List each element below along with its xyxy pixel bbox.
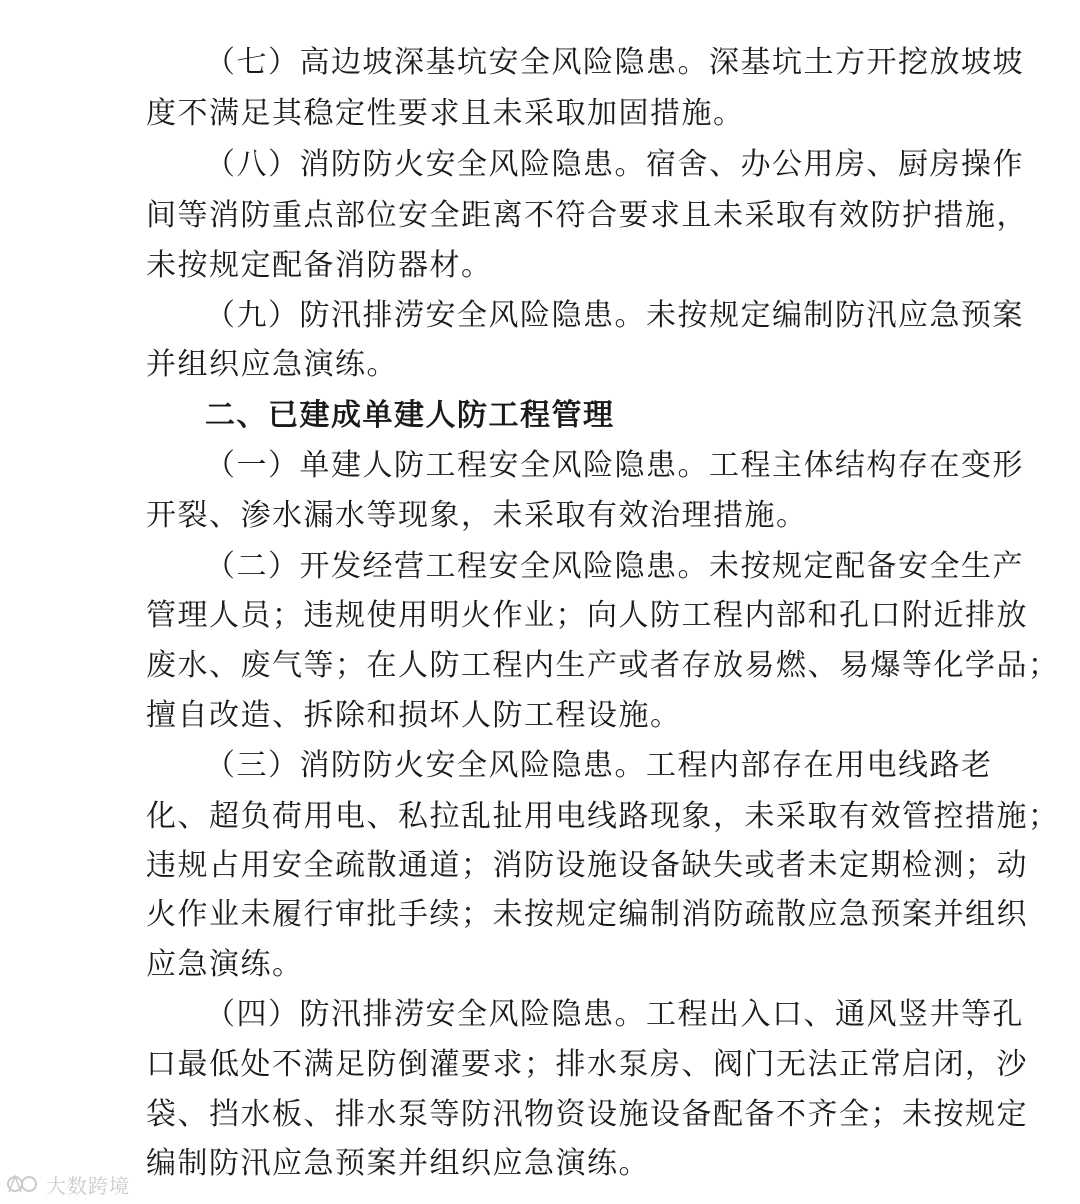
section-heading: 二、已建成单建人防工程管理 — [205, 398, 615, 433]
brand-logo-icon — [6, 1172, 42, 1196]
paragraph-7-line-2: 度不满足其稳定性要求且未采取加固措施。 — [146, 96, 745, 131]
section-paragraph-4-line-2: 口最低处不满足防倒灌要求；排水泵房、阀门无法正常启闭，沙 — [146, 1047, 1028, 1082]
watermark — [6, 1170, 130, 1198]
section-paragraph-4-line-3: 袋、挡水板、排水泵等防汛物资设施设备配备不齐全；未按规定 — [146, 1097, 1028, 1132]
section-paragraph-3-line-1: （三）消防防火安全风险隐患。工程内部存在用电线路老 — [205, 748, 993, 783]
section-paragraph-1-line-1: （一）单建人防工程安全风险隐患。工程主体结构存在变形 — [205, 448, 1024, 483]
section-paragraph-4-line-4: 编制防汛应急预案并组织应急演练。 — [146, 1146, 650, 1181]
section-paragraph-2-line-2: 管理人员；违规使用明火作业；向人防工程内部和孔口附近排放 — [146, 598, 1028, 633]
section-paragraph-3-line-3: 违规占用安全疏散通道；消防设施设备缺失或者未定期检测；动 — [146, 848, 1028, 883]
paragraph-8-line-2: 间等消防重点部位安全距离不符合要求且未采取有效防护措施， — [146, 198, 1028, 233]
paragraph-9-line-2: 并组织应急演练。 — [146, 347, 398, 382]
section-paragraph-3-line-2: 化、超负荷用电、私拉乱扯用电线路现象，未采取有效管控措施； — [146, 799, 1060, 834]
section-paragraph-2-line-3: 废水、废气等；在人防工程内生产或者存放易燃、易爆等化学品； — [146, 648, 1060, 683]
section-paragraph-3-line-4: 火作业未履行审批手续；未按规定编制消防疏散应急预案并组织 — [146, 897, 1028, 932]
watermark-text: 大数跨境 — [46, 1173, 130, 1198]
section-paragraph-2-line-4: 擅自改造、拆除和损坏人防工程设施。 — [146, 698, 682, 733]
section-paragraph-1-line-2: 开裂、渗水漏水等现象，未采取有效治理措施。 — [146, 498, 808, 533]
paragraph-7-line-1: （七）高边坡深基坑安全风险隐患。深基坑土方开挖放坡坡 — [205, 45, 1024, 80]
paragraph-9-line-1: （九）防汛排涝安全风险隐患。未按规定编制防汛应急预案 — [205, 298, 1024, 333]
paragraph-8-line-1: （八）消防防火安全风险隐患。宿舍、办公用房、厨房操作 — [205, 147, 1024, 182]
paragraph-8-line-3: 未按规定配备消防器材。 — [146, 248, 493, 283]
section-paragraph-4-line-1: （四）防汛排涝安全风险隐患。工程出入口、通风竖井等孔 — [205, 997, 1024, 1032]
section-paragraph-2-line-1: （二）开发经营工程安全风险隐患。未按规定配备安全生产 — [205, 549, 1024, 584]
section-paragraph-3-line-5: 应急演练。 — [146, 947, 304, 982]
